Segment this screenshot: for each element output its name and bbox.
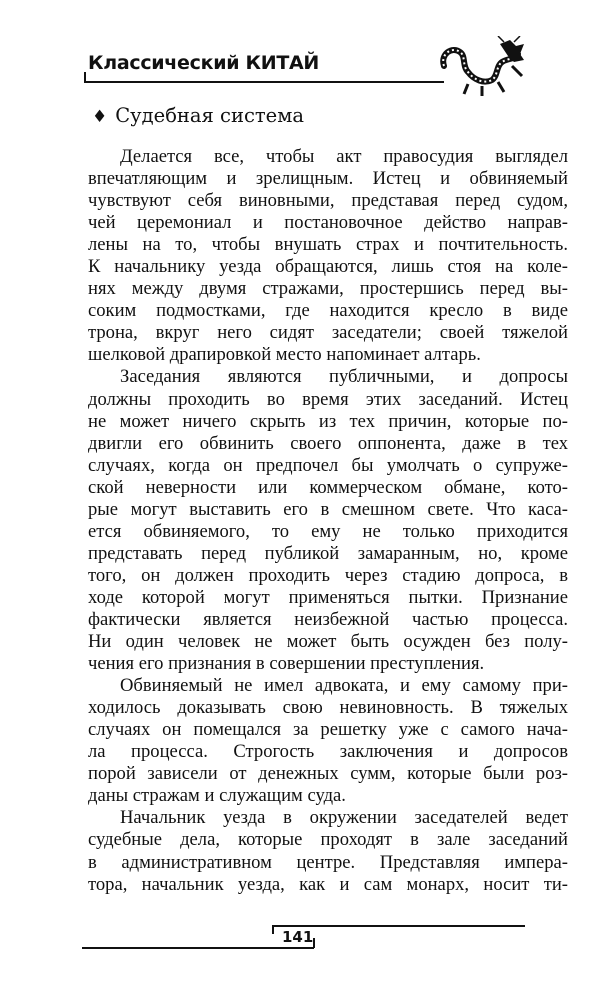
footer-rule-top bbox=[272, 925, 525, 927]
text-line: судебные дела, которые проходят в зале заседаний bbox=[88, 829, 568, 851]
text-line: в административном центре. Представляя импера- bbox=[88, 851, 568, 873]
text-line: Обвиняемый не имел адвоката, и ему самому при- bbox=[120, 675, 568, 697]
text-line: представать перед публикой замаранным, но, кроме bbox=[88, 542, 568, 564]
text-line: чения его признания в совершении преступления. bbox=[88, 653, 485, 675]
text-line: Заседания являются публичными, и допросы bbox=[120, 366, 568, 388]
text-line: ской неверности или коммерческом обмане, кото- bbox=[88, 476, 568, 498]
text-line: трона, вкруг него сидят заседатели; своей тяжелой bbox=[88, 322, 568, 344]
text-line: ходилось доказывать свою невиновность. В тяжелых bbox=[88, 697, 568, 719]
text-line: впечатляющим и зрелищным. Истец и обвиняемый bbox=[88, 168, 568, 190]
text-line: нях между двумя стражами, простершись перед вы- bbox=[88, 278, 568, 300]
text-line: порой зависели от денежных сумм, которые были роз- bbox=[88, 763, 568, 785]
text-line: даны стражам и служащим суда. bbox=[88, 785, 346, 807]
text-line: должны проходить во время этих заседаний. Истец bbox=[88, 388, 568, 410]
paragraph bbox=[88, 146, 568, 366]
text-line: ходе которой могут применяться пытки. Признание bbox=[88, 586, 568, 608]
text-line: Начальник уезда в окружении заседателей ведет bbox=[120, 807, 568, 829]
paragraph bbox=[88, 366, 568, 675]
section-title: Судебная система bbox=[115, 104, 305, 127]
text-line: фактически является неизбежной частью процесса. bbox=[88, 608, 568, 630]
text-line: соким подмостками, где находится кресло в виде bbox=[88, 300, 568, 322]
text-line: рые могут выставить его в смешном свете. Что каса- bbox=[88, 498, 568, 520]
paragraph bbox=[88, 675, 568, 807]
text-line: не может ничего скрыть из тех причин, которые по- bbox=[88, 410, 568, 432]
text-line: Делается все, чтобы акт правосудия выглядел bbox=[120, 146, 568, 167]
paragraph bbox=[88, 807, 568, 895]
text-line: ется обвиняемого, то ему не только приходится bbox=[88, 520, 568, 542]
text-line: чей церемониал и постановочное действо направ- bbox=[88, 212, 568, 234]
header-rule bbox=[84, 81, 444, 83]
text-line: Ни один человек не может быть осужден без полу- bbox=[88, 631, 568, 653]
text-line: того, он должен проходить через стадию допроса, в bbox=[88, 564, 568, 586]
text-line: чувствуют себя виновными, представая перед судом, bbox=[88, 190, 568, 212]
running-title: Классический КИТАЙ bbox=[88, 52, 320, 74]
section-heading bbox=[92, 104, 304, 127]
page-number: 141 bbox=[282, 928, 314, 946]
diamond-bullet-icon: ♦ bbox=[92, 107, 108, 127]
body-text bbox=[88, 146, 568, 896]
text-line: шелковой драпировкой место напоминает алтарь. bbox=[88, 344, 481, 366]
dragon-ornament-icon bbox=[438, 36, 526, 98]
text-line: тора, начальник уезда, как и сам монарх, носит ти- bbox=[88, 873, 568, 895]
text-line: лены на то, чтобы внушать страх и почтительность. bbox=[88, 234, 568, 256]
footer-rule-bottom bbox=[82, 947, 314, 949]
text-line: случаях он помещался за решетку уже с самого нача- bbox=[88, 719, 568, 741]
text-line: ла процесса. Строгость заключения и допросов bbox=[88, 741, 568, 763]
text-line: двигли его обвинить своего оппонента, даже в тех bbox=[88, 432, 568, 454]
text-line: случаях, когда он предпочел бы умолчать о супруже- bbox=[88, 454, 568, 476]
text-line: К начальнику уезда обращаются, лишь стоя на коле- bbox=[88, 256, 568, 278]
